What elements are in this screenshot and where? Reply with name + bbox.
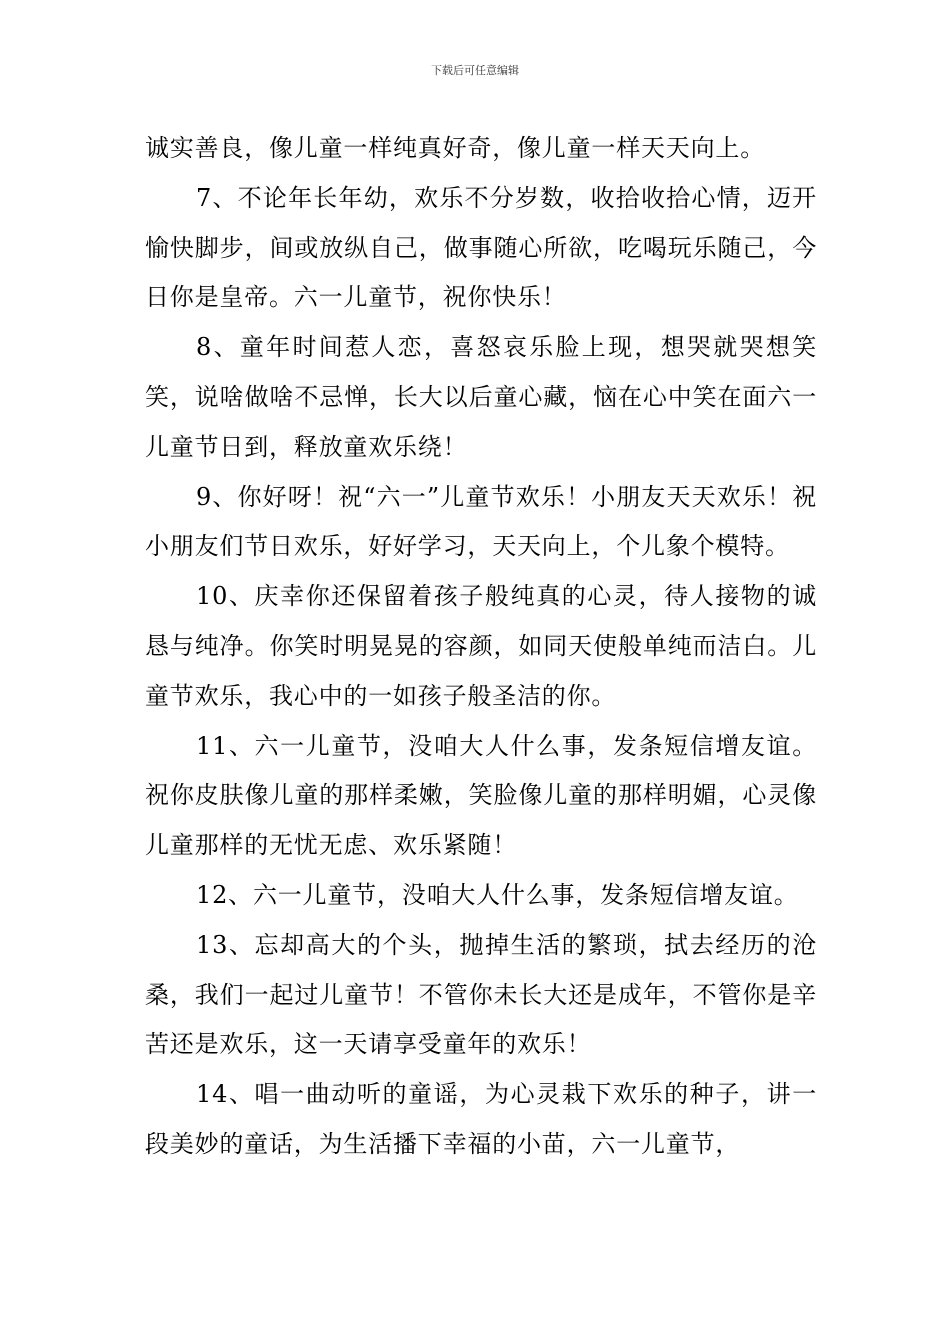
paragraph-item-10: 10、庆幸你还保留着孩子般纯真的心灵，待人接物的诚恳与纯净。你笑时明晃晃的容颜，如同天使般单纯而洁白。儿童节欢乐，我心中的一如孩子般圣洁的你。 [145, 582, 817, 710]
paragraph-item-7: 7、不论年长年幼，欢乐不分岁数，收拾收拾心情，迈开愉快脚步，间或放纵自己，做事随心所欲，吃喝玩乐随己，今日你是皇帝。六一儿童节，祝你快乐！ [145, 183, 817, 312]
paragraph-item-13: 13、忘却高大的个头，抛掉生活的繁琐，拭去经历的沧桑，我们一起过儿童节！不管你未长大还是成年，不管你是辛苦还是欢乐，这一天请享受童年的欢乐！ [145, 930, 817, 1059]
paragraph-item-12: 12、六一儿童节，没咱大人什么事，发条短信增友谊。 [196, 880, 799, 909]
paragraph-continuation: 诚实善良，像儿童一样纯真好奇，像儿童一样天天向上。 [145, 134, 765, 162]
paragraph-item-8: 8、童年时间惹人恋，喜怒哀乐脸上现，想哭就哭想笑笑，说啥做啥不忌惮，长大以后童心藏，恼在心中笑在面六一儿童节日到，释放童欢乐绕！ [145, 333, 817, 461]
paragraph-item-9: 9、你好呀！祝“六一”儿童节欢乐！小朋友天天欢乐！祝小朋友们节日欢乐，好好学习，天天向上，个儿象个模特。 [145, 482, 817, 561]
paragraph-item-11: 11、六一儿童节，没咱大人什么事，发条短信增友谊。祝你皮肤像儿童的那样柔嫩，笑脸像儿童的那样明媚，心灵像儿童那样的无忧无虑、欢乐紧随！ [145, 731, 817, 860]
paragraph-item-14: 14、唱一曲动听的童谣，为心灵栽下欢乐的种子，讲一段美妙的童话，为生活播下幸福的小苗，六一儿童节， [145, 1080, 817, 1158]
page-header: 下载后可任意编辑 [431, 64, 519, 77]
document-body [145, 124, 817, 1170]
